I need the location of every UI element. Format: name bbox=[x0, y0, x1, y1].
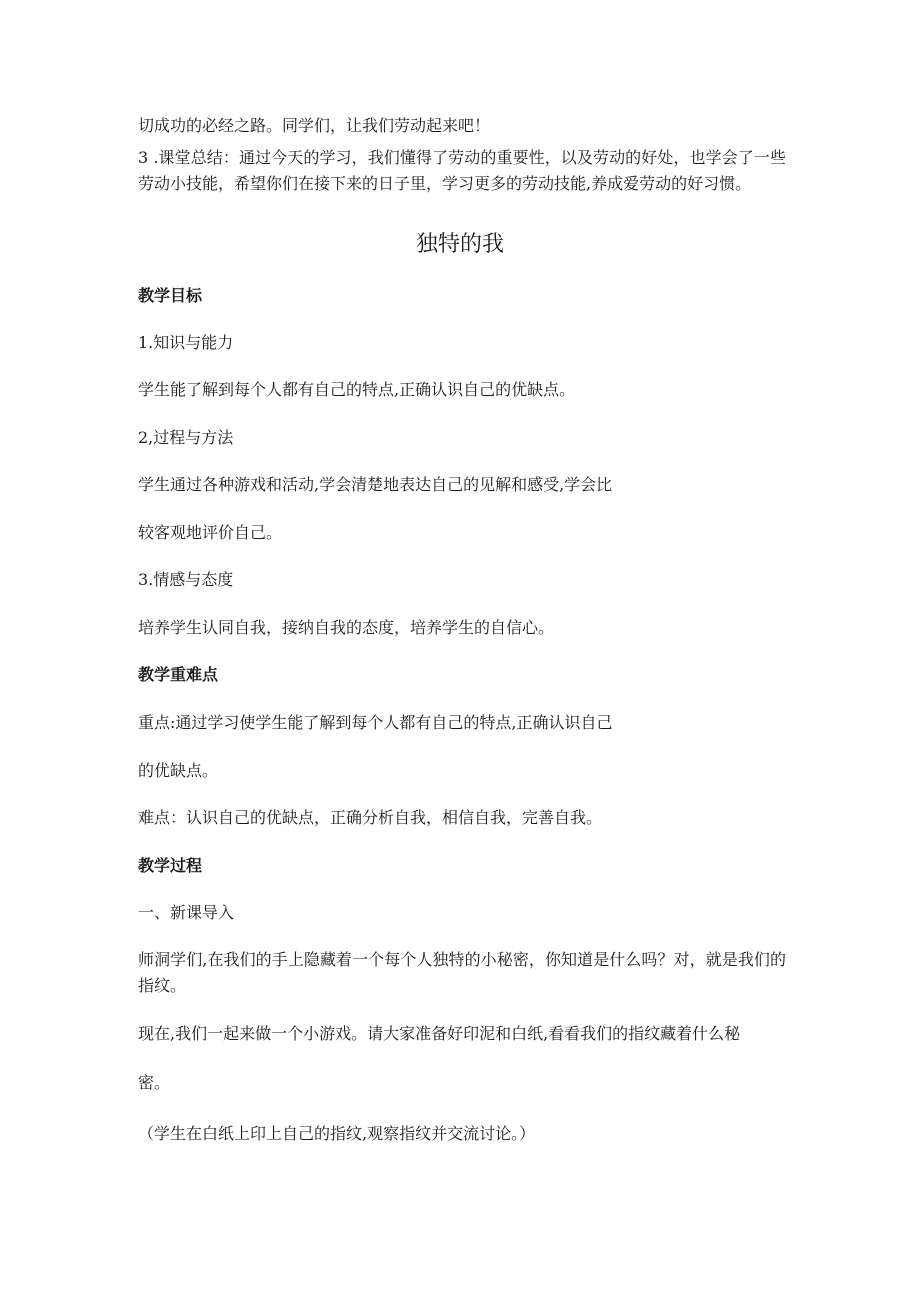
goal-process-text-2: 较客观地评价自己。 bbox=[138, 523, 283, 542]
goal-emotion-text: 培养学生认同自我，接纳自我的态度，培养学生的自信心。 bbox=[138, 618, 555, 637]
paragraph-conclusion-end: 切成功的必经之路。同学们，让我们劳动起来吧！ bbox=[138, 116, 491, 135]
goal-emotion-attitude: 3.情感与态度 bbox=[138, 570, 234, 589]
heading-teaching-goals: 教学目标 bbox=[138, 286, 203, 305]
goal-knowledge-ability: 1.知识与能力 bbox=[138, 333, 234, 352]
goal-knowledge-text: 学生能了解到每个人都有自己的特点,正确认识自己的优缺点。 bbox=[138, 380, 576, 399]
key-point-text-2: 的优缺点。 bbox=[138, 761, 219, 780]
key-point-text-1: 重点:通过学习使学生能了解到每个人都有自己的特点,正确认识自己 bbox=[138, 713, 613, 732]
paragraph-student-activity: （学生在白纸上印上自己的指纹,观察指纹并交流讨论。） bbox=[138, 1124, 536, 1143]
goal-process-text-1: 学生通过各种游戏和活动,学会清楚地表达自己的见解和感受,学会比 bbox=[138, 475, 613, 494]
paragraph-game-text-2: 密。 bbox=[138, 1073, 171, 1092]
paragraph-game-text-1: 现在,我们一起来做一个小游戏。请大家准备好印泥和白纸,看看我们的指纹藏着什么秘 bbox=[138, 1024, 741, 1043]
lesson-title: 独特的我 bbox=[415, 232, 504, 257]
paragraph-fingerprint-secret: 师洞学们,在我们的手上隐藏着一个每个人独特的小秘密，你知道是什么吗？对，就是我们的指纹。 bbox=[138, 950, 786, 995]
goal-process-method: 2,过程与方法 bbox=[138, 428, 234, 447]
heading-teaching-process: 教学过程 bbox=[138, 856, 203, 875]
section-new-lesson-intro: 一、新课导入 bbox=[138, 903, 235, 922]
difficult-point-text: 难点：认识自己的优缺点，正确分析自我，相信自我，完善自我。 bbox=[138, 808, 603, 827]
heading-key-points: 教学重难点 bbox=[138, 665, 219, 684]
paragraph-class-summary: 3 .课堂总结：通过今天的学习，我们懂得了劳动的重要性，以及劳动的好处，也学会了一些劳动小技能，希望你们在接下来的日子里，学习更多的劳动技能,养成爱劳动的好习惯。 bbox=[138, 148, 786, 193]
